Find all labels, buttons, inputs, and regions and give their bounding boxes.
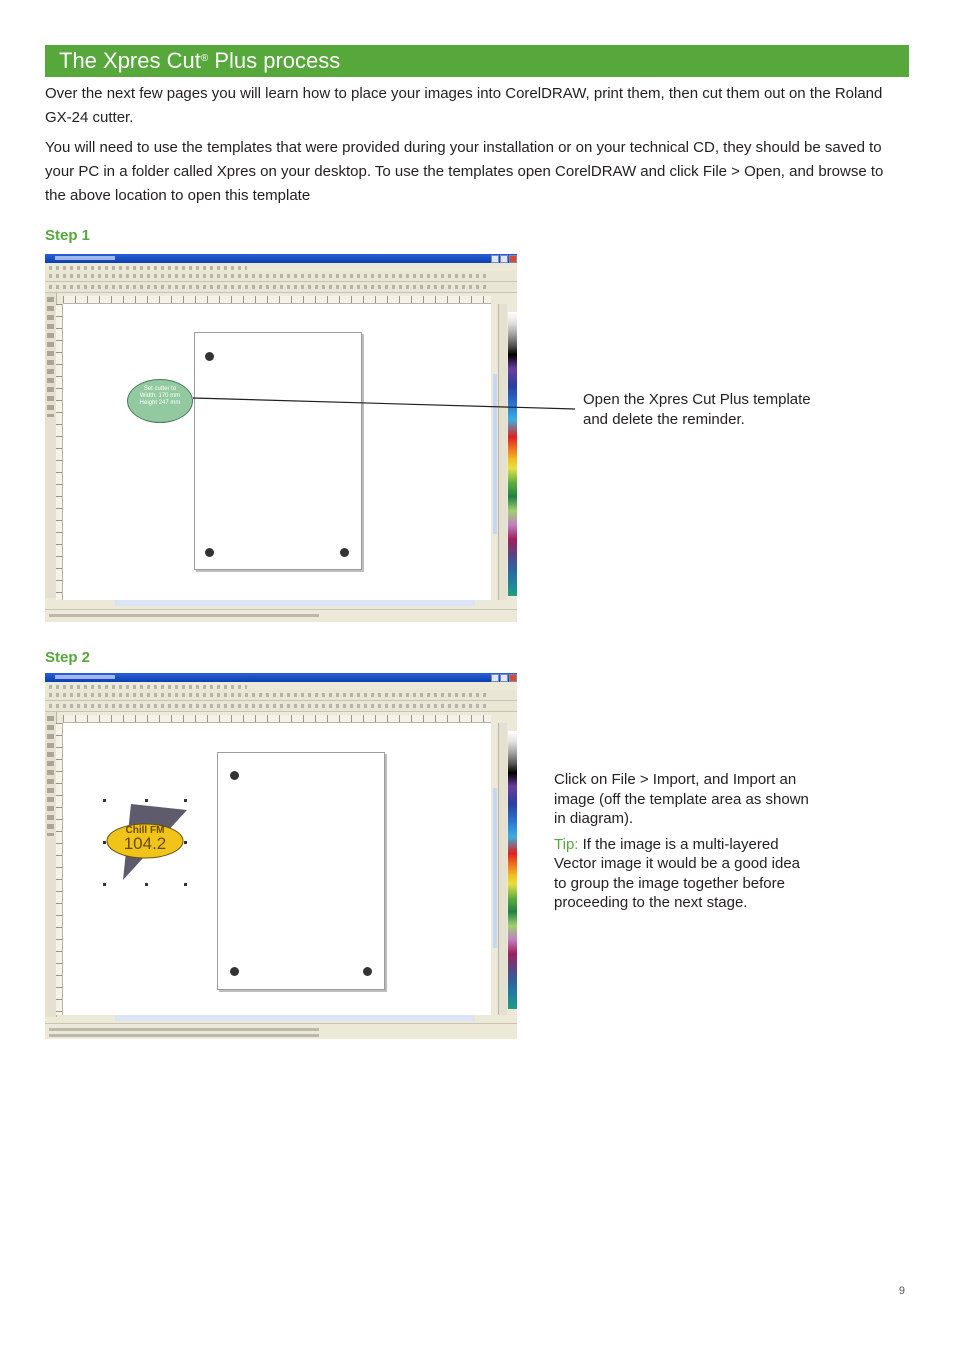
template-page [194, 332, 362, 570]
property-bar [45, 701, 517, 712]
caption-line: in diagram). [554, 810, 634, 827]
tip-line: Vector image it would be a good idea [554, 855, 800, 872]
registration-mark [230, 967, 239, 976]
horizontal-ruler [63, 715, 491, 723]
window-titlebar [45, 673, 517, 682]
tip-text: If the image is a multi-layered [578, 835, 779, 853]
title-text: The Xpres Cut [59, 48, 201, 73]
registration-mark [340, 548, 349, 557]
window-titlebar [45, 254, 517, 263]
selection-handle[interactable] [145, 883, 148, 886]
minimize-icon [491, 255, 499, 263]
caption-line: Open the Xpres Cut Plus template [583, 391, 811, 408]
selection-handle[interactable] [103, 799, 106, 802]
horizontal-scrollbar[interactable] [115, 600, 475, 606]
vertical-scrollbar[interactable] [493, 374, 497, 534]
registration-mark [205, 352, 214, 361]
maximize-icon [500, 255, 508, 263]
step-2-caption [554, 770, 874, 913]
section-title-banner [45, 45, 909, 77]
color-palette[interactable] [508, 312, 517, 596]
tip-label: Tip: [554, 835, 579, 853]
minimize-icon [491, 674, 499, 682]
intro-paragraph-1: Over the next few pages you will learn how to place your images into CorelDRAW, print them, then cut them out on the Roland GX-24 cutter. [45, 85, 883, 126]
horizontal-ruler [63, 296, 491, 304]
selection-handle[interactable] [103, 841, 106, 844]
template-page [217, 752, 385, 990]
drawing-canvas [63, 723, 491, 1015]
drawing-canvas [63, 304, 491, 600]
docker-tabs [498, 304, 507, 600]
standard-toolbar [45, 690, 517, 701]
registration-mark [230, 771, 239, 780]
selection-handle[interactable] [103, 883, 106, 886]
standard-toolbar [45, 271, 517, 282]
registration-mark [205, 548, 214, 557]
color-palette[interactable] [508, 731, 517, 1009]
registration-mark [363, 967, 372, 976]
logo-text: Chill FM [125, 825, 165, 836]
docker-tabs [498, 723, 507, 1015]
menu-bar [45, 682, 517, 690]
caption-line: Click on File > Import, and Import an [554, 771, 797, 788]
tip-line: proceeding to the next stage. [554, 894, 748, 911]
reminder-ellipse[interactable] [127, 379, 193, 423]
title-text-suffix: Plus process [208, 48, 341, 73]
close-icon [509, 255, 517, 263]
menu-bar [45, 263, 517, 271]
caption-line: image (off the template area as shown [554, 790, 809, 808]
selection-handle[interactable] [145, 799, 148, 802]
status-bar [45, 1023, 517, 1039]
step-1-screenshot [45, 254, 517, 622]
vertical-ruler [56, 723, 63, 1015]
reminder-line: Height 247 mm [139, 400, 181, 406]
reminder-line: Set cutter to [143, 386, 177, 392]
step-2-heading: Step 2 [45, 649, 91, 666]
step-2-screenshot [45, 673, 517, 1039]
imported-logo[interactable] [101, 798, 191, 888]
vertical-scrollbar[interactable] [493, 788, 497, 948]
status-bar [45, 609, 517, 622]
vertical-ruler [56, 304, 63, 600]
selection-handle[interactable] [184, 799, 187, 802]
maximize-icon [500, 674, 508, 682]
logo-number: 104.2 [123, 834, 167, 853]
horizontal-scrollbar[interactable] [115, 1015, 475, 1021]
step-1-heading: Step 1 [45, 227, 91, 244]
close-icon [509, 674, 517, 682]
registered-mark: ® [200, 53, 209, 64]
reminder-line: Width: 170 mm [139, 393, 181, 399]
property-bar [45, 282, 517, 293]
page-number: 9 [898, 1285, 905, 1297]
tip-line [554, 835, 874, 855]
tip-line: to group the image together before [554, 874, 785, 892]
caption-line: and delete the reminder. [583, 410, 745, 428]
intro-paragraph-2: You will need to use the templates that were provided during your installation or on your technical CD, they should be saved to your PC in a folder called Xpres on your desktop. To use the templates open CorelDRAW and click File > Open, and browse to the above location to open this template [45, 139, 884, 204]
selection-handle[interactable] [184, 841, 187, 844]
step-1-caption [583, 390, 883, 429]
selection-handle[interactable] [184, 883, 187, 886]
